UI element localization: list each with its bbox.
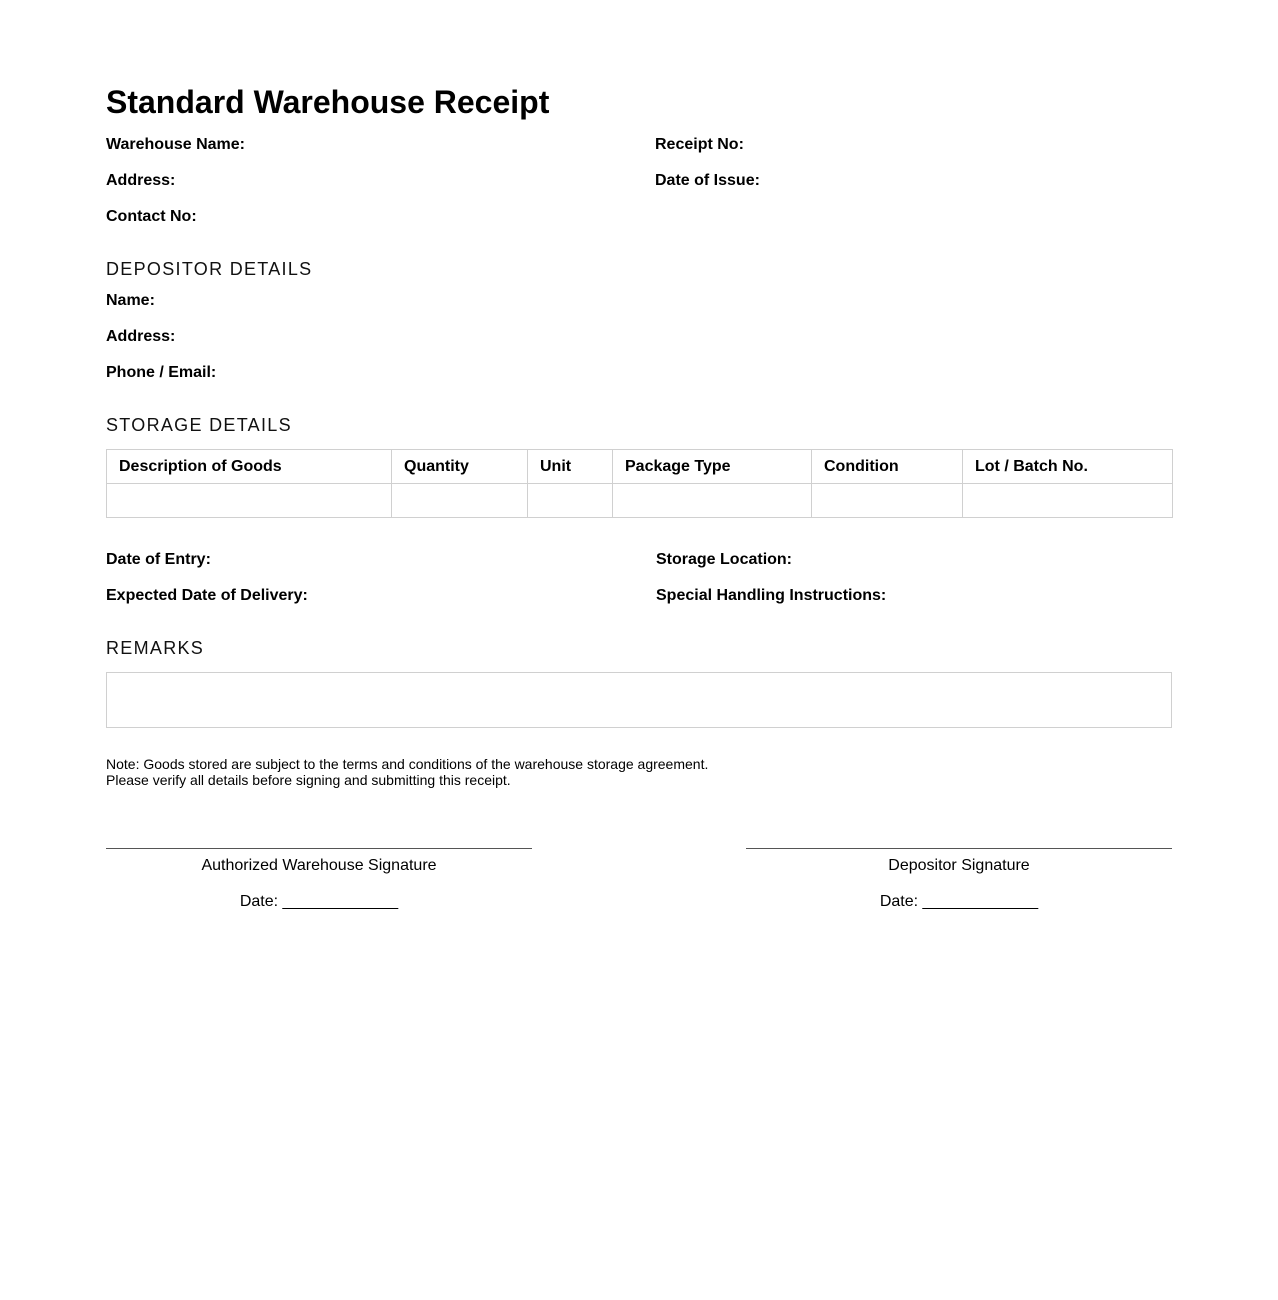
warehouse-name-field[interactable]: Warehouse Name: [106, 136, 245, 153]
depositor-details-heading: DEPOSITOR DETAILS [106, 259, 313, 279]
warehouse-address-field[interactable]: Address: [106, 172, 176, 189]
depositor-signature-label: Depositor Signature [888, 857, 1030, 874]
terms-note [106, 756, 708, 788]
depositor-address-field[interactable]: Address: [106, 328, 176, 345]
date-of-issue-field[interactable]: Date of Issue: [655, 172, 760, 189]
warehouse-signature-block [106, 848, 532, 912]
table-cell-description[interactable] [107, 484, 392, 518]
column-header-quantity: Quantity [392, 450, 528, 484]
table-cell-unit[interactable] [528, 484, 613, 518]
receipt-no-field[interactable]: Receipt No: [655, 136, 744, 153]
remarks-box[interactable] [106, 672, 1172, 728]
table-cell-quantity[interactable] [392, 484, 528, 518]
column-header-condition: Condition [812, 450, 963, 484]
table-header-row [107, 450, 1173, 484]
column-header-lot-batch: Lot / Batch No. [963, 450, 1173, 484]
column-header-description: Description of Goods [107, 450, 392, 484]
note-line-2: Please verify all details before signing and submitting this receipt. [106, 772, 511, 788]
column-header-unit: Unit [528, 450, 613, 484]
storage-table [106, 449, 1173, 518]
warehouse-signature-label: Authorized Warehouse Signature [201, 857, 437, 874]
date-of-entry-field[interactable]: Date of Entry: [106, 551, 211, 568]
warehouse-signature-date[interactable]: Date: _____________ [239, 893, 399, 910]
depositor-signature-line[interactable] [746, 848, 1172, 849]
depositor-signature-date[interactable]: Date: _____________ [879, 893, 1039, 910]
storage-location-field[interactable]: Storage Location: [656, 551, 793, 568]
depositor-signature-block [746, 848, 1172, 912]
page-title: Standard Warehouse Receipt [106, 84, 550, 120]
warehouse-signature-line[interactable] [106, 848, 532, 849]
expected-delivery-field[interactable]: Expected Date of Delivery: [106, 587, 308, 604]
table-cell-condition[interactable] [812, 484, 963, 518]
note-line-1: Note: Goods stored are subject to the terms and conditions of the warehouse storage agreement. [106, 756, 709, 772]
contact-no-field[interactable]: Contact No: [106, 208, 197, 225]
special-handling-field[interactable]: Special Handling Instructions: [656, 587, 887, 604]
table-cell-package-type[interactable] [613, 484, 812, 518]
table-cell-lot-batch[interactable] [963, 484, 1173, 518]
column-header-package-type: Package Type [613, 450, 812, 484]
table-row [107, 484, 1173, 518]
depositor-name-field[interactable]: Name: [106, 292, 155, 309]
depositor-phone-email-field[interactable]: Phone / Email: [106, 364, 217, 381]
storage-details-heading: STORAGE DETAILS [106, 415, 292, 435]
remarks-heading: REMARKS [106, 638, 205, 658]
